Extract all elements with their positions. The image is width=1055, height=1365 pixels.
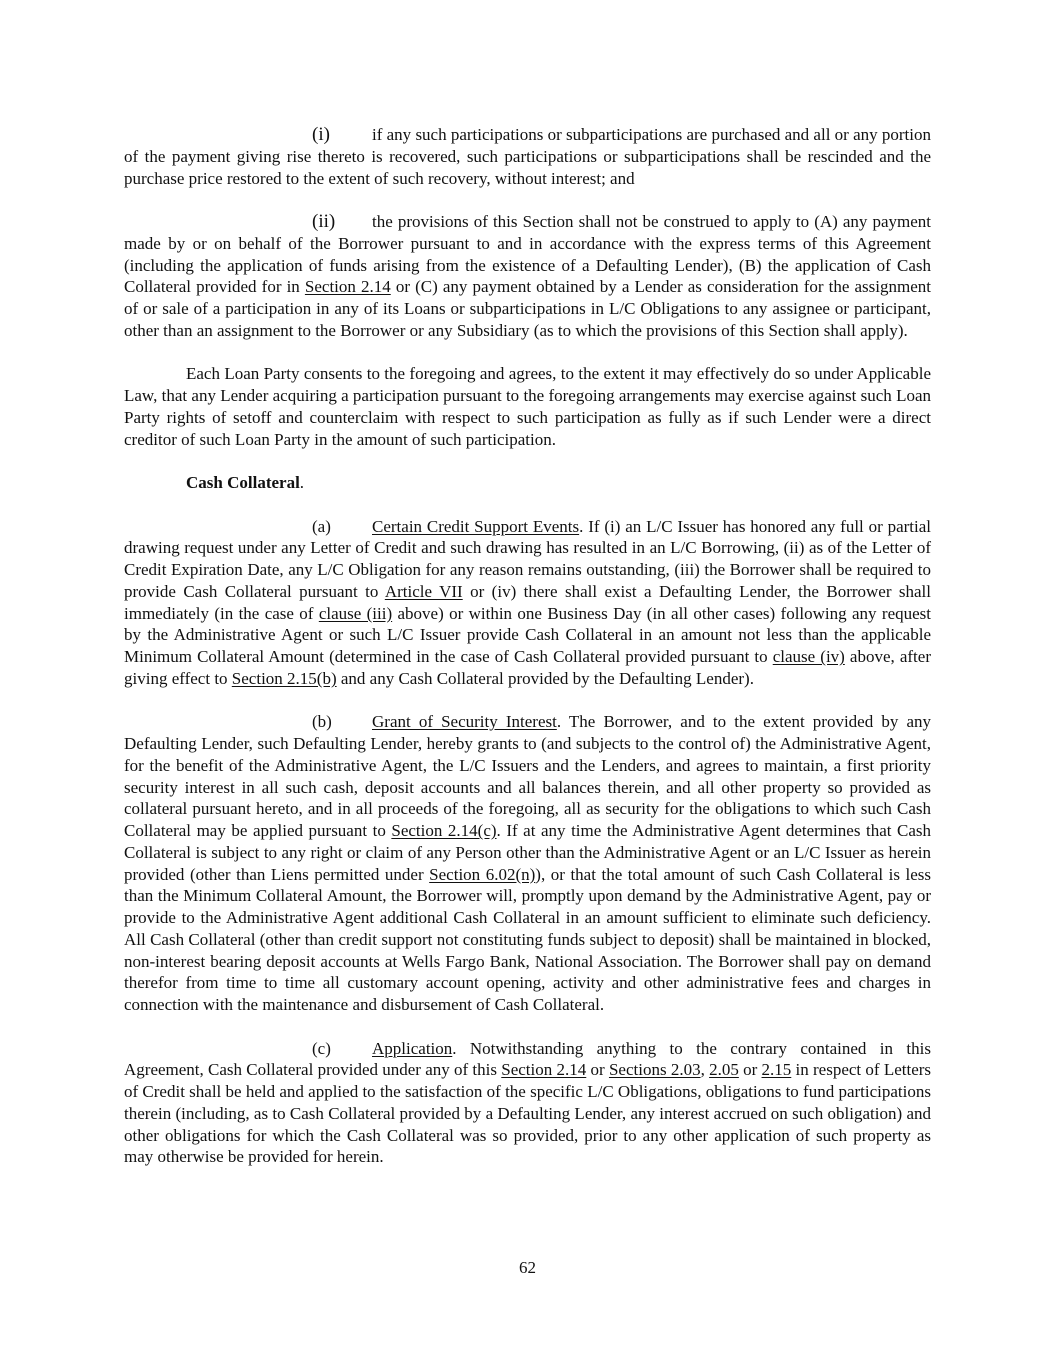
text-run: in respect of Letters of Credit shall be held and applied to the satisfaction of the specific L/C Obligations, obligations to fund participations therein (including, as to Cash Collateral provided by a Defaulting Lender, any interest accrued on such obligation) and other obligations for which the Cash Collateral was so provided, prior to any other application of such property as may otherwise be provided for herein. [124,1060,932,1167]
paragraph [124,211,931,342]
clause-label: (c) [312,1038,331,1058]
section-heading: Cash Collateral [186,473,300,492]
paragraph [124,124,931,189]
paragraph [124,1038,931,1169]
text-run: above, after giving effect to [124,647,931,688]
paragraph [124,363,931,450]
text-run: . If at any time the Administrative Agent determines that Cash Collateral is subject to any right or claim of any Person other than the Administrative Agent or an L/C Issuer as herein provided (other than Liens permitted under [124,821,931,884]
clause-label: (a) [312,516,331,536]
text-run: . The Borrower, and to the extent provided by any Defaulting Lender, such Defaulting Lender, hereby grants to (and subjects to the control of) the Administrative Agent, for the benefit of the Administrative Agent, the L/C Issuers and the Lenders, and agrees to maintain, a first priority security interest in all such cash, deposit accounts and all balances therein, and all other property so provided as collateral pursuant hereto, and in all proceeds of the foregoing, all as security for the obligations to which such Cash Collateral may be applied pursuant to [124,712,931,840]
cross-reference: Application [372,1038,453,1058]
document-page [124,124,931,1190]
text-run: above) or within one Business Day (in all other cases) following any request by the Administrative Agent or such L/C Issuer provide Cash Collateral in an amount not less than the applicable Minimum Collateral Amount (determined in the case of Cash Collateral provided pursuant to [124,603,931,666]
cross-reference: clause (iv) [772,647,845,666]
text-run: ), or that the total amount of such Cash Collateral is less than the Minimum Collateral Amount, the Borrower will, promptly upon demand by the Administrative Agent, pay or provide to the Administrative Agent additional Cash Collateral in an amount sufficient to eliminate such deficiency. All Cash Collateral (other than credit support not constituting funds subject to deposit) shall be maintained in blocked, non-interest bearing deposit accounts at Wells Fargo Bank, National Association. The Borrower shall pay on demand therefor from time to time all customary account opening, activity and other administrative fees and charges in connection with the maintenance and disbursement of Cash Collateral. [124,864,931,1014]
text-run: , [700,1060,710,1080]
text-run: or [738,1060,762,1080]
text-run: and any Cash Collateral provided by the Defaulting Lender). [336,668,754,688]
text-run: . If (i) an L/C Issuer has honored any full or partial drawing request under any Letter of Credit and such drawing has resulted in an L/C Borrowing, (ii) as of the Letter of Credit Expiration Date, any L/C Obligation for any reason remains outstanding, (iii) the Borrower shall be required to provide Cash Collateral pursuant to [124,516,932,601]
text-run: or (iv) there shall exist a Defaulting Lender, the Borrower shall immediately (in the case of [124,581,932,623]
cross-reference: Section 2.14(c) [391,821,497,840]
paragraph [124,516,931,690]
paragraph [124,711,931,1016]
cross-reference: Sections 2.03 [608,1060,701,1080]
text-run: or [586,1060,609,1080]
cross-reference: clause (iii) [318,603,393,623]
clause-label: (ii) [312,211,336,232]
cross-reference: Certain Credit Support Events [372,516,580,536]
cross-reference: 2.15 [761,1060,792,1080]
cross-reference: Section 6.02(n) [429,864,536,884]
cross-reference: Grant of Security Interest [372,712,557,732]
clause-label: (i) [312,124,330,145]
cross-reference: Section 2.14 [304,277,391,297]
page-number: 62 [519,1258,536,1277]
paragraph [124,472,931,494]
text-run: if any such participations or subparticipations are purchased and all or any portion of the payment giving rise thereto is recovered, such participations or subparticipations shall be rescinded and the purchase price restored to the extent of such recovery, without interest; and [124,125,931,188]
text-run: . Notwithstanding anything to the contrary contained in this Agreement, Cash Collateral provided under any of this [124,1038,931,1080]
text-run: the provisions of this Section shall not be construed to apply to (A) any payment made by or on behalf of the Borrower pursuant to and in accordance with the express terms of this Agreement (including the application of funds arising from the existence of a Defaulting Lender), (B) the application of Cash Collateral provided for in [124,212,931,297]
cross-reference: Section 2.14 [501,1060,587,1080]
clause-label: (b) [312,712,332,732]
text-run: . [299,473,305,492]
cross-reference: Section 2.15(b) [231,668,337,688]
text-run: Each Loan Party consents to the foregoing and agrees, to the extent it may effectively do so under Applicable Law, that any Lender acquiring a participation pursuant to the foregoing arrangements may exercise against such Loan Party rights of setoff and counterclaim with respect to such participation as fully as if such Lender were a direct creditor of such Loan Party in the amount of such participation. [124,364,931,449]
cross-reference: Article VII [384,581,463,601]
cross-reference: 2.05 [709,1060,739,1080]
text-run: or (C) any payment obtained by a Lender as consideration for the assignment of or sale of a participation in any of its Loans or subparticipations in L/C Obligations to any assignee or participant, other than an assignment to the Borrower or any Subsidiary (as to which the provisions of this Section shall apply). [124,277,931,340]
